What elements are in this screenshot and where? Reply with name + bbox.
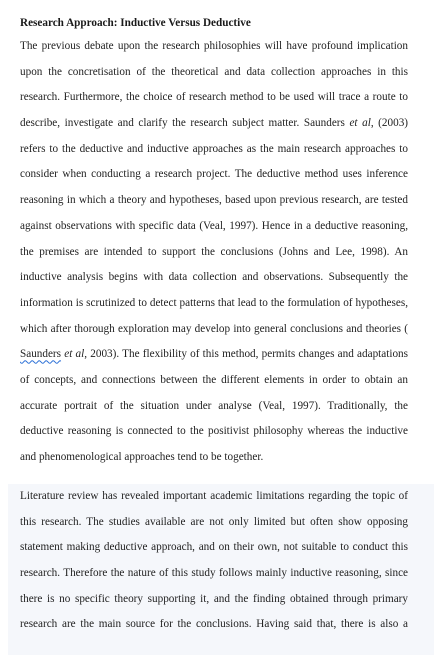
paragraph-line: refers to the deductive and inductive approaches as the main research approaches to xyxy=(20,142,408,155)
paragraph-line: against observations with specific data (Veal, 1997). Hence in a deductive reasoning, xyxy=(20,219,408,232)
paragraph-line: and phenomenological approaches tend to be together. xyxy=(20,451,264,463)
paragraph-line: consider when conducting a research project. The deductive method uses inference xyxy=(20,168,408,181)
paragraph-line: Literature review has revealed important academic limitations regarding the topic of xyxy=(20,490,408,502)
paragraph-line: this research. The studies available are not only limited but often show opposing xyxy=(20,515,408,528)
paragraph-line: inductive analysis begins with data collection and observations. Subsequently the xyxy=(20,271,408,284)
paragraph-line: accurate portrait of the situation under analyse (Veal, 1997). Traditionally, the xyxy=(20,399,408,412)
paragraph-line: reasoning in which a theory and hypotheses, based upon previous research, are tested xyxy=(20,194,408,207)
paragraph-2 xyxy=(20,484,408,638)
paragraph-line: statement making deductive approach, and on their own, not suitable to conduct this xyxy=(20,541,408,554)
paragraph-line: there is no specific theory supporting it, and the finding obtained through primary xyxy=(20,592,408,605)
paragraph-line: describe, investigate and clarify the research subject matter. Saunders et al, (2003) xyxy=(20,117,409,130)
paragraph-line: deductive reasoning is connected to the positivist philosophy whereas the inductive xyxy=(20,425,408,438)
paragraph-line: research are the main source for the conclusions. Having said that, there is also a xyxy=(20,618,408,631)
paragraph-line: Saunders et al, 2003). The flexibility of this method, permits changes and adaptations xyxy=(20,348,408,361)
section-heading: Research Approach: Inductive Versus Deductive xyxy=(20,17,251,29)
paragraph-line: information is scrutinized to detect patterns that lead to the formulation of hypotheses, xyxy=(20,296,408,309)
paragraph-line: The previous debate upon the research philosophies will have profound implication xyxy=(20,40,408,52)
paragraph-line: research. Furthermore, the choice of research method to be used will trace a route to xyxy=(20,91,408,104)
paragraph-line: upon the concretisation of the theoretical and data collection approaches in this xyxy=(20,65,408,78)
paragraph-line: which after thorough exploration may develop into general conclusions and theories ( xyxy=(20,322,408,335)
paragraph-line: the premises are intended to support the conclusions (Johns and Lee, 1998). An xyxy=(20,245,408,258)
paragraph-line: of concepts, and connections between the different elements in order to obtain an xyxy=(20,373,408,386)
paragraph-line: research. Therefore the nature of this study follows mainly inductive reasoning, since xyxy=(20,567,408,580)
paragraph-1 xyxy=(20,34,408,471)
